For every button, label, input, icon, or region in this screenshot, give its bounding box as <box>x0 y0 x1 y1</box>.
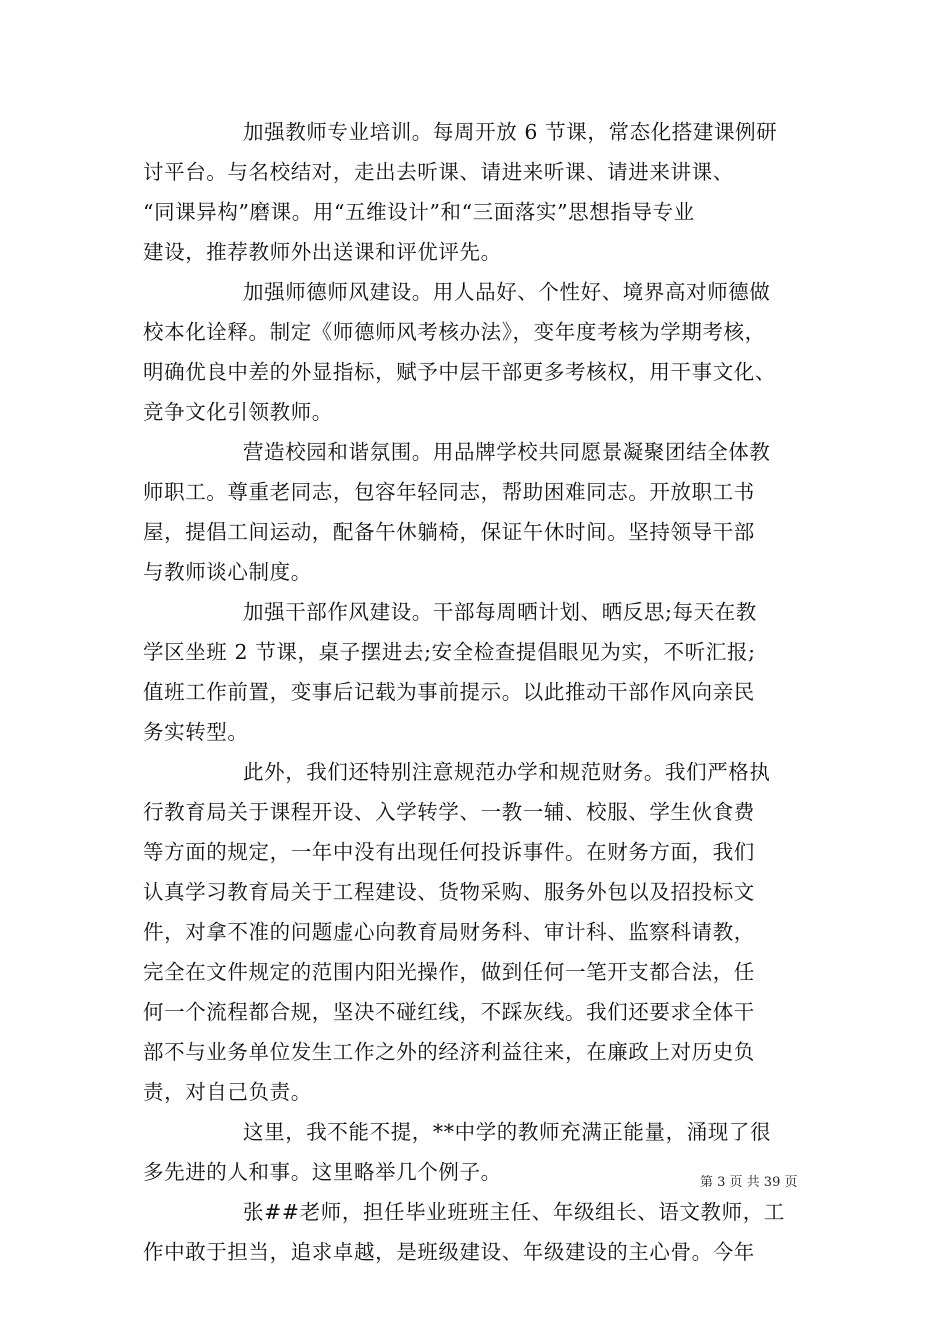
text-line: 认真学习教育局关于工程建设、货物采购、服务外包以及招投标文 <box>143 880 755 904</box>
text-line: 师职工。尊重老同志，包容年轻同志，帮助困难同志。开放职工书 <box>143 480 755 504</box>
paragraph <box>143 112 823 272</box>
text-line: 部不与业务单位发生工作之外的经济利益往来，在廉政上对历史负 <box>143 1040 755 1064</box>
paragraph <box>143 432 823 592</box>
text-line: 这里，我不能不提，**中学的教师充满正能量，涌现了很 <box>243 1120 772 1144</box>
text-line: 讨平台。与名校结对，走出去听课、请进来听课、请进来讲课、 <box>143 160 734 184</box>
text-line: 完全在文件规定的范围内阳光操作，做到任何一笔开支都合法，任 <box>143 960 755 984</box>
text-line: 何一个流程都合规，坚决不碰红线，不踩灰线。我们还要求全体干 <box>143 1000 755 1024</box>
page-number: 第 3 页 共 39 页 <box>700 1175 798 1190</box>
text-line: 竞争文化引领教师。 <box>143 400 333 424</box>
text-line: 与教师谈心制度。 <box>143 560 312 584</box>
text-line: 学区坐班 2 节课，桌子摆进去;安全检查提倡眼见为实，不听汇报; <box>143 640 756 664</box>
paragraph <box>143 272 823 432</box>
text-line: 加强干部作风建设。干部每周晒计划、晒反思;每天在教 <box>243 600 757 624</box>
text-line: 作中敢于担当，追求卓越，是班级建设、年级建设的主心骨。今年 <box>143 1240 755 1264</box>
text-line: 务实转型。 <box>143 720 249 744</box>
paragraph <box>143 752 823 1112</box>
paragraph <box>143 1192 823 1272</box>
text-line: 件，对拿不准的问题虚心向教育局财务科、审计科、监察科请教， <box>143 920 755 944</box>
text-line: 加强师德师风建设。用人品好、个性好、境界高对师德做 <box>243 280 771 304</box>
text-line: 屋，提倡工间运动，配备午休躺椅，保证午休时间。坚持领导干部 <box>143 520 755 544</box>
text-line: 校本化诠释。制定《师德师风考核办法》，变年度考核为学期考核， <box>143 320 766 344</box>
text-line: 多先进的人和事。这里略举几个例子。 <box>143 1160 502 1184</box>
text-line: 营造校园和谐氛围。用品牌学校共同愿景凝聚团结全体教 <box>243 440 771 464</box>
text-line: 明确优良中差的外显指标，赋予中层干部更多考核权，用干事文化、 <box>143 360 776 384</box>
document-body <box>143 112 823 1272</box>
text-line: 责，对自己负责。 <box>143 1080 312 1104</box>
text-line: 等方面的规定，一年中没有出现任何投诉事件。在财务方面，我们 <box>143 840 755 864</box>
text-line: 加强教师专业培训。每周开放 6 节课，常态化搭建课例研 <box>243 120 778 144</box>
text-line: “同课异构”磨课。用“五维设计”和“三面落实”思想指导专业 <box>143 200 695 224</box>
paragraph <box>143 592 823 752</box>
text-line: 张##老师，担任毕业班班主任、年级组长、语文教师，工 <box>243 1200 785 1224</box>
text-line: 建设，推荐教师外出送课和评优评先。 <box>143 240 502 264</box>
text-line: 行教育局关于课程开设、入学转学、一教一辅、校服、学生伙食费 <box>143 800 755 824</box>
text-line: 值班工作前置，变事后记载为事前提示。以此推动干部作风向亲民 <box>143 680 755 704</box>
text-line: 此外，我们还特别注意规范办学和规范财务。我们严格执 <box>243 760 771 784</box>
